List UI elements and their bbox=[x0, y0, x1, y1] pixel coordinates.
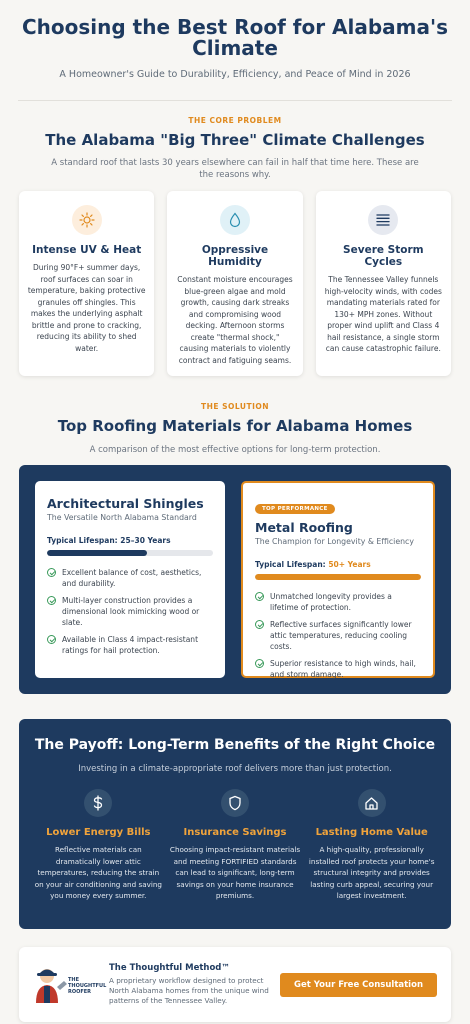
problem-subtitle: A standard roof that lasts 30 years elsewhere can fail in half that time here. These are the reasons why. bbox=[51, 158, 419, 180]
check-circle-icon bbox=[47, 596, 56, 605]
problem-section bbox=[0, 116, 470, 181]
divider bbox=[18, 100, 452, 101]
list-item: Reflective surfaces significantly lower attic temperatures, reducing cooling costs. bbox=[255, 619, 421, 652]
benefit-text: Reflective materials can dramatically lower attic temperatures, reducing the strain on your air conditioning and saving you money every summer. bbox=[34, 845, 162, 900]
benefit-insurance bbox=[170, 789, 301, 902]
footer-card bbox=[19, 947, 451, 1022]
shingles-points bbox=[47, 567, 213, 656]
benefit-title: Lower Energy Bills bbox=[46, 827, 151, 838]
challenge-text: The Tennessee Valley funnels high-velocity winds, with codes mandating materials rated for 130+ MPH zones. Without proper wind uplift and Class 4 hail resistance, a single storm can cause catastrophic failure. bbox=[324, 275, 442, 353]
challenge-text: During 90°F+ summer days, roof surfaces can soar in temperature, baking protective granules off shingles. This makes the underlying asphalt brittle and prone to cracking, reducing its ability to shed water. bbox=[27, 263, 146, 353]
shingles-lifespan-bar bbox=[47, 550, 213, 556]
metal-points bbox=[255, 591, 421, 680]
benefit-text: Choosing impact-resistant materials and meeting FORTIFIED standards can lead to significant, long-term savings on your home insurance premiums. bbox=[169, 845, 301, 900]
solution-section bbox=[0, 402, 470, 456]
challenge-card-storms bbox=[316, 191, 451, 376]
footer-text-block bbox=[99, 963, 280, 1006]
benefit-home-value bbox=[306, 789, 437, 902]
check-circle-icon bbox=[255, 592, 264, 601]
list-item: Available in Class 4 impact-resistant ratings for hail protection. bbox=[47, 634, 213, 656]
benefit-title: Lasting Home Value bbox=[315, 827, 428, 838]
check-circle-icon bbox=[255, 620, 264, 629]
shingles-lifespan-fill bbox=[47, 550, 147, 556]
footer-title: The Thoughtful Method™ bbox=[109, 963, 230, 973]
top-performance-badge: TOP PERFORMANCE bbox=[255, 504, 335, 514]
challenge-cards bbox=[0, 191, 470, 376]
challenge-card-humidity bbox=[167, 191, 302, 376]
metal-card bbox=[241, 481, 435, 678]
check-circle-icon bbox=[47, 635, 56, 644]
challenge-title: Intense UV & Heat bbox=[32, 244, 142, 256]
metal-lifespan-fill bbox=[255, 574, 421, 580]
shingles-lifespan: Typical Lifespan: 25–30 Years bbox=[47, 536, 171, 545]
problem-kicker: THE CORE PROBLEM bbox=[188, 116, 282, 125]
sun-icon bbox=[72, 205, 102, 235]
benefit-title: Insurance Savings bbox=[183, 827, 287, 838]
payoff-subtitle: Investing in a climate-appropriate roof delivers more than just protection. bbox=[78, 764, 392, 774]
metal-title: Metal Roofing bbox=[255, 520, 353, 535]
droplet-icon bbox=[220, 205, 250, 235]
metal-tagline: The Champion for Longevity & Efficiency bbox=[255, 537, 414, 546]
logo-text: THE THOUGHTFUL ROOFER bbox=[68, 976, 107, 995]
payoff-panel bbox=[19, 719, 451, 929]
challenge-card-uv-heat bbox=[19, 191, 154, 376]
thoughtful-roofer-logo bbox=[33, 965, 107, 1005]
shield-icon bbox=[221, 789, 249, 817]
free-consultation-button[interactable]: Get Your Free Consultation bbox=[280, 973, 437, 997]
shingles-title: Architectural Shingles bbox=[47, 496, 204, 511]
metal-lifespan: Typical Lifespan: 50+ Years bbox=[255, 560, 371, 569]
page-title: Choosing the Best Roof for Alabama's Climate bbox=[21, 15, 449, 60]
list-item: Excellent balance of cost, aesthetics, and durability. bbox=[47, 567, 213, 589]
list-item: Superior resistance to high winds, hail, and storm damage. bbox=[255, 658, 421, 680]
benefit-energy bbox=[33, 789, 164, 902]
shingles-tagline: The Versatile North Alabama Standard bbox=[47, 513, 197, 522]
solution-subtitle: A comparison of the most effective options for long-term protection. bbox=[89, 445, 381, 455]
benefits-row bbox=[33, 789, 437, 902]
solution-title: Top Roofing Materials for Alabama Homes bbox=[57, 417, 413, 435]
payoff-title: The Payoff: Long-Term Benefits of the Right Choice bbox=[34, 737, 436, 753]
list-item: Unmatched longevity provides a lifetime of protection. bbox=[255, 591, 421, 613]
shingles-card bbox=[35, 481, 225, 678]
page-subtitle: A Homeowner's Guide to Durability, Efficiency, and Peace of Mind in 2026 bbox=[59, 69, 411, 80]
challenge-text: Constant moisture encourages blue-green algae and mold growth, causing dark streaks and compromising wood decking. Afternoon storms create "thermal shock," causing materials to violently contract and fatiguing seams. bbox=[177, 275, 293, 365]
solution-kicker: THE SOLUTION bbox=[200, 402, 270, 411]
challenge-title: Oppressive Humidity bbox=[201, 244, 269, 268]
hero bbox=[0, 0, 470, 80]
benefit-text: A high-quality, professionally installed roof protects your home's structural integrity and provides lasting curb appeal, securing your largest investment. bbox=[308, 845, 435, 900]
challenge-title: Severe Storm Cycles bbox=[343, 244, 424, 268]
problem-title: The Alabama "Big Three" Climate Challenges bbox=[45, 131, 425, 149]
check-circle-icon bbox=[255, 659, 264, 668]
materials-panel bbox=[19, 465, 451, 694]
check-circle-icon bbox=[47, 568, 56, 577]
home-icon bbox=[358, 789, 386, 817]
metal-lifespan-bar bbox=[255, 574, 421, 580]
list-item: Multi-layer construction provides a dimensional look mimicking wood or slate. bbox=[47, 595, 213, 628]
footer-description: A proprietary workflow designed to protect North Alabama homes from the unique wind patterns of the Tennessee Valley. bbox=[109, 976, 269, 1005]
menu-lines-icon bbox=[368, 205, 398, 235]
dollar-icon bbox=[84, 789, 112, 817]
